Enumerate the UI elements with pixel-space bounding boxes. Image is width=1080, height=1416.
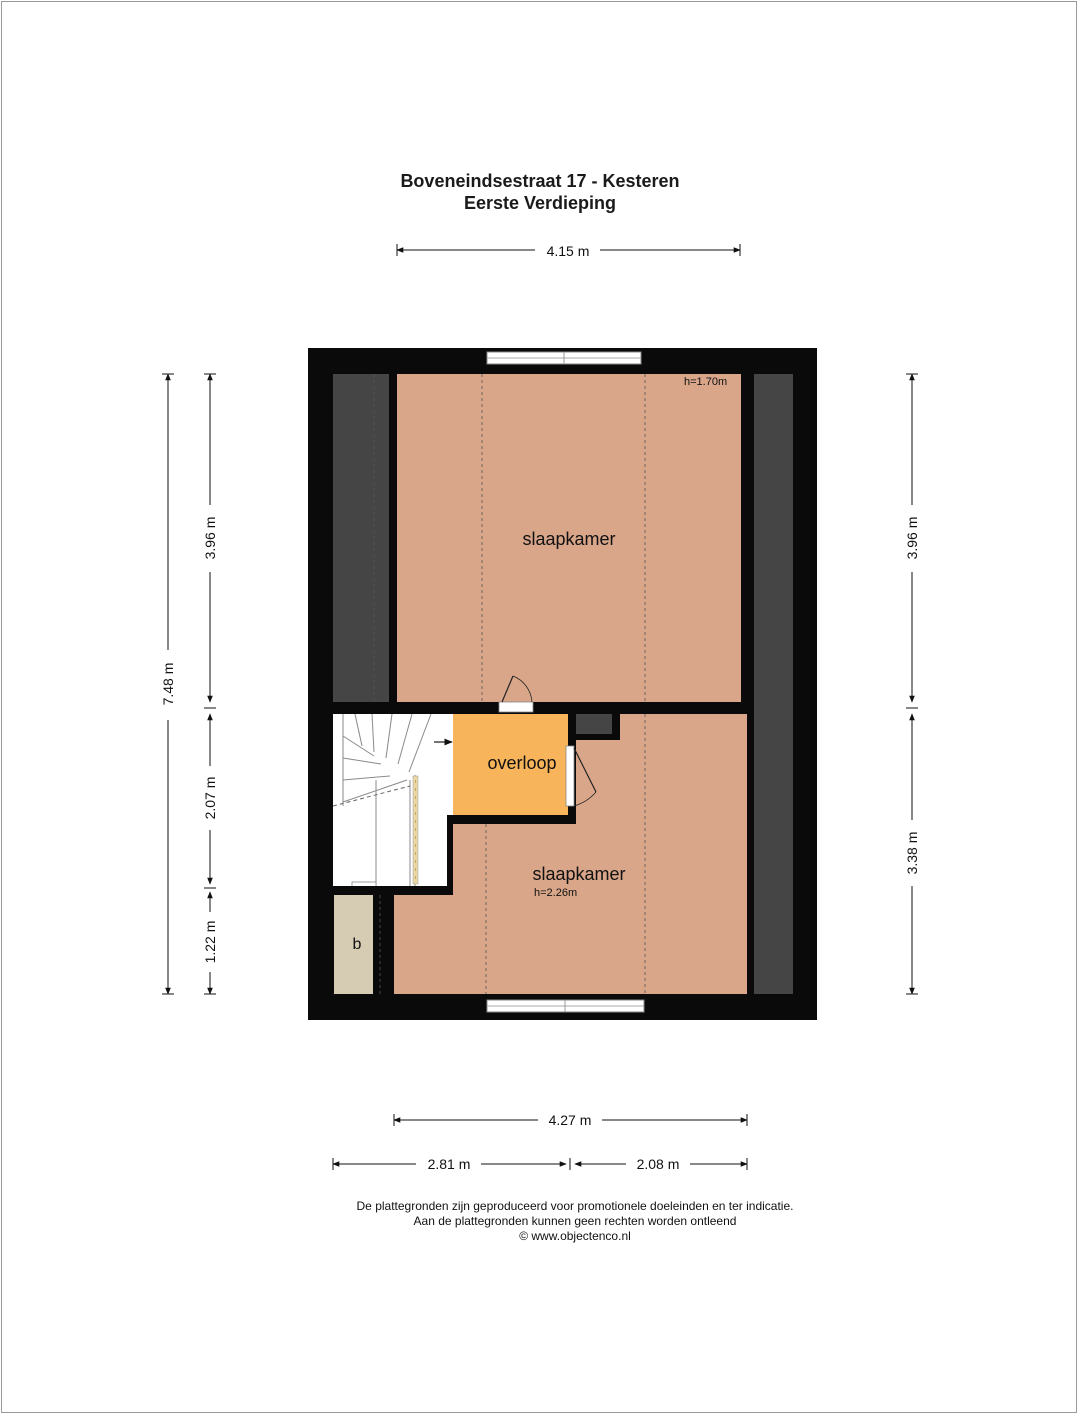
room-label-bedroom-bottom: slaapkamer	[532, 864, 626, 884]
ceiling-height-top: h=1.70m	[684, 376, 728, 388]
room-label-bedroom-top: slaapkamer	[522, 529, 616, 549]
plan-title: Boveneindsestraat 17 - Kesteren	[400, 171, 680, 191]
dim-left-total: 7.48 m	[160, 662, 176, 706]
dim-bottom-total: 4.27 m	[548, 1112, 592, 1128]
dim-right-lower: 3.38 m	[904, 831, 920, 875]
disclaimer-line-2: Aan de plattegronden kunnen geen rechten worden ontleend	[413, 1214, 737, 1228]
closet	[576, 714, 612, 734]
low-ceiling-left	[333, 374, 389, 702]
dim-top-width: 4.15 m	[546, 243, 590, 259]
stair-railing	[413, 776, 418, 884]
room-label-storage: b	[352, 936, 362, 953]
low-ceiling-right	[754, 374, 793, 994]
dim-left-middle: 2.07 m	[202, 776, 218, 820]
room-label-landing: overloop	[487, 753, 557, 773]
dim-left-lower: 1.22 m	[202, 920, 218, 964]
window-top	[487, 352, 641, 364]
disclaimer-line-3: © www.objectenco.nl	[519, 1229, 631, 1243]
dim-right-upper: 3.96 m	[904, 516, 920, 560]
dim-bottom-left: 2.81 m	[427, 1156, 471, 1172]
plan-subtitle: Eerste Verdieping	[463, 193, 617, 213]
ceiling-height-bottom: h=2.26m	[534, 887, 578, 899]
dim-bottom-right: 2.08 m	[636, 1156, 680, 1172]
dim-left-upper: 3.96 m	[202, 516, 218, 560]
window-bottom	[487, 1000, 644, 1012]
disclaimer-line-1: De plattegronden zijn geproduceerd voor promotionele doeleinden en ter indicatie.	[356, 1199, 794, 1213]
stairwell	[333, 714, 453, 886]
